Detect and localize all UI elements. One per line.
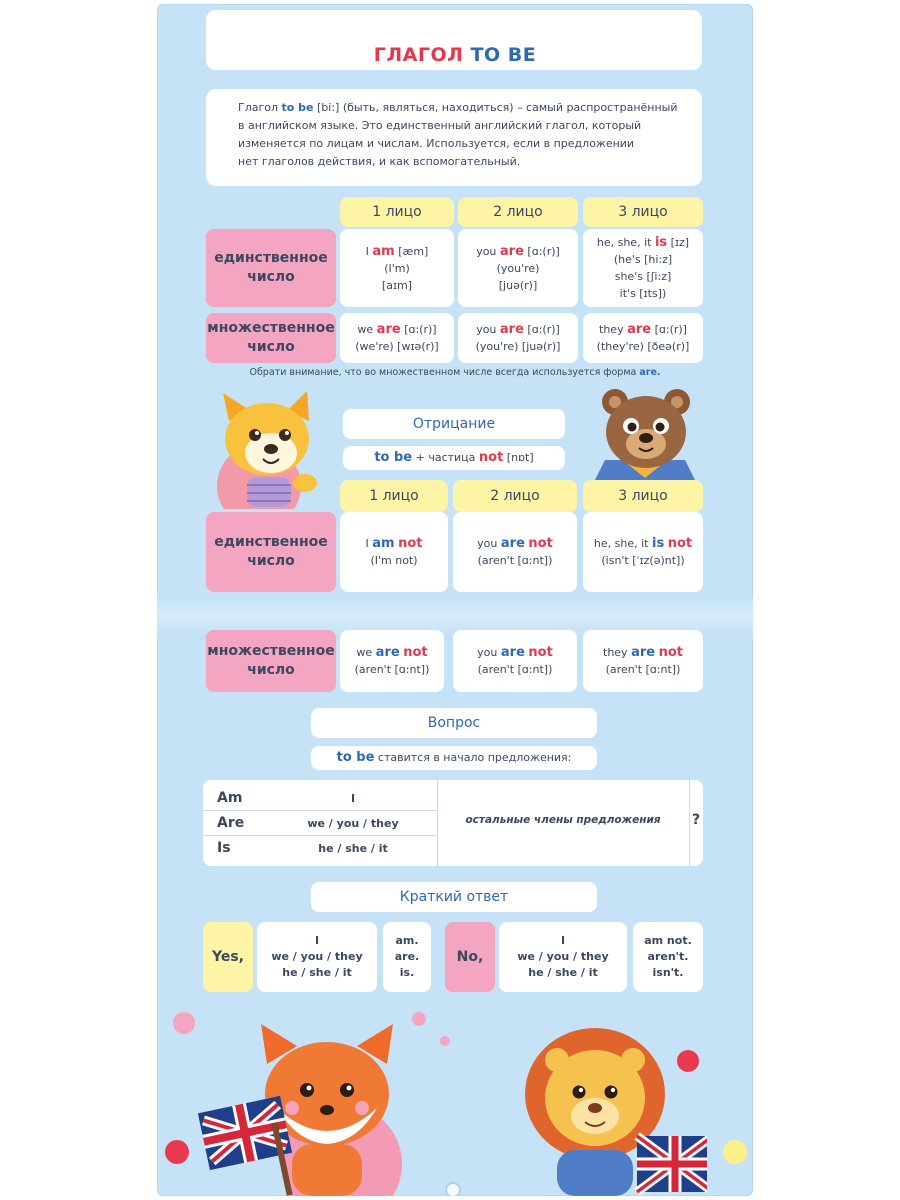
answer-yes: Yes, (203, 922, 253, 992)
decor-dot (723, 1140, 747, 1164)
transcription: [aɪm] (381, 278, 413, 292)
pronoun: we (357, 323, 374, 336)
transcription: [ɑ:(r)] (654, 323, 687, 336)
neg-row-label-singular (206, 512, 336, 592)
page-title (157, 44, 753, 66)
hanging-hole (445, 1182, 461, 1196)
verb-form: is (654, 235, 668, 250)
contraction: (aren't [ɑ:nt]) (605, 663, 681, 676)
question-verb: Am (217, 790, 243, 806)
cell-plural-1 (340, 313, 454, 363)
neg-cell-plural-2 (453, 630, 577, 692)
transcription: [juə(r)] (498, 278, 538, 292)
contraction: (we're) [wɪə(r)] (355, 340, 439, 353)
uk-flag-icon (637, 1136, 707, 1192)
answer-no-pronouns (499, 922, 627, 992)
cell-singular-1 (340, 229, 454, 307)
pronoun: they (599, 323, 624, 336)
plural-note (157, 367, 753, 378)
rule-transcription: [nɒt] (503, 451, 534, 464)
negation-particle: not (398, 536, 423, 551)
neg-header-person-3: 3 лицо (583, 480, 703, 512)
answer-pronoun: I (314, 934, 320, 947)
answer-form: isn't. (652, 966, 684, 979)
intro-panel (206, 89, 702, 186)
transcription: [æm] (398, 244, 429, 258)
section-title-short-answer: Краткий ответ (311, 882, 597, 912)
neg-cell-singular-2 (453, 512, 577, 592)
pronoun: he, she, it (596, 236, 652, 249)
answer-yes-forms (383, 922, 431, 992)
negation-particle: not (528, 536, 553, 551)
verb-form: are (631, 645, 656, 660)
answer-form: aren't. (647, 950, 689, 963)
bear-illustration (585, 382, 705, 492)
contraction: (he's [hi:z] (613, 253, 673, 266)
neg-row-label-plural (206, 630, 336, 692)
question-mark: ? (691, 812, 701, 828)
verb-form: are (375, 645, 400, 660)
row-label-text: единственное (214, 250, 328, 266)
pronoun: you (476, 244, 497, 258)
row-label-text: число (247, 339, 295, 355)
row-label-text: множественное (207, 643, 335, 659)
question-verb: Are (217, 815, 245, 831)
row-label-plural (206, 313, 336, 363)
row-label-text: число (247, 662, 295, 678)
decor-dot (440, 1036, 450, 1046)
rule-keyword: to be (336, 750, 375, 765)
rule-text: + частица (412, 451, 479, 464)
contraction: (aren't [ɑ:nt]) (354, 663, 430, 676)
question-pronoun: he / she / it (318, 842, 388, 855)
note-keyword: are. (639, 367, 661, 378)
answer-pronoun: we / you / they (271, 950, 363, 963)
transcription: [ɑ:(r)] (527, 323, 560, 336)
decor-dot (165, 1140, 189, 1164)
verb-form: are (499, 322, 524, 337)
question-row (203, 836, 437, 860)
cell-plural-3 (583, 313, 703, 363)
fox-illustration (197, 1024, 417, 1196)
title-part-2: TO BE (470, 44, 537, 66)
negation-rule (343, 446, 565, 470)
puppy-illustration (209, 391, 333, 509)
contraction: she's [ʃi:z] (614, 270, 672, 283)
contraction: (aren't [ɑ:nt]) (477, 663, 553, 676)
header-person-2: 2 лицо (458, 197, 578, 227)
verb-form: are (627, 322, 652, 337)
pronoun: you (476, 323, 497, 336)
negation-particle: not (403, 645, 428, 660)
pronoun: you (477, 537, 498, 550)
negation-particle: not (667, 536, 693, 551)
transcription: [ɑ:(r)] (404, 323, 437, 336)
section-title-question: Вопрос (311, 708, 597, 738)
question-verb: Is (217, 840, 231, 856)
answer-no-forms (633, 922, 703, 992)
cell-singular-2 (458, 229, 578, 307)
cell-plural-2 (458, 313, 578, 363)
intro-keyword: to be (281, 101, 314, 114)
pronoun: we (356, 646, 373, 659)
neg-header-person-2: 2 лицо (453, 480, 577, 512)
answer-pronoun: he / she / it (282, 966, 352, 979)
answer-form: am not. (644, 934, 692, 947)
verb-form: are (499, 243, 524, 259)
poster (157, 4, 753, 1196)
negation-particle: not (528, 645, 553, 660)
decor-dot (173, 1012, 195, 1034)
pronoun: I (365, 244, 369, 258)
intro-text-rest: [bi:] (быть, являться, находиться) – самый распространённый (313, 101, 678, 114)
answer-yes-pronouns (257, 922, 377, 992)
verb-form: are (500, 536, 525, 551)
verb-form: are (500, 645, 525, 660)
answer-no: No, (445, 922, 495, 992)
row-label-singular (206, 229, 336, 307)
negation-particle: not (658, 645, 683, 660)
contraction: (I'm not) (370, 554, 418, 567)
answer-form: am. (395, 934, 419, 947)
verb-form: are (376, 322, 401, 337)
contraction: (isn't [ˈɪz(ə)nt]) (601, 554, 685, 567)
section-title-negation: Отрицание (343, 409, 565, 439)
rule-particle: not (478, 450, 504, 465)
answer-form: is. (399, 966, 415, 979)
cell-singular-3 (583, 229, 703, 307)
answer-form: are. (394, 950, 420, 963)
pronoun: you (477, 646, 498, 659)
question-pronoun: I (350, 792, 356, 805)
question-middle-text: остальные члены предложения (465, 814, 661, 826)
verb-form: is (651, 536, 665, 551)
contraction: (they're) [ðeə(r)] (596, 340, 690, 353)
answer-pronoun: I (560, 934, 566, 947)
neg-cell-plural-3 (583, 630, 703, 692)
row-label-text: число (247, 553, 295, 569)
neg-cell-plural-1 (340, 630, 444, 692)
question-rule (311, 746, 597, 770)
contraction: (aren't [ɑ:nt]) (477, 554, 553, 567)
answer-pronoun: he / she / it (528, 966, 598, 979)
transcription: [ɑ:(r)] (527, 244, 560, 258)
verb-form: am (372, 243, 395, 259)
note-text: Обрати внимание, что во множественном числе всегда используется форма (249, 367, 637, 378)
row-label-text: единственное (214, 534, 328, 550)
contraction: (I'm) (384, 261, 410, 275)
rule-keyword: to be (374, 450, 413, 465)
transcription: [ɪz] (670, 236, 690, 249)
intro-line: в английском языке. Это единственный английский глагол, который (238, 119, 642, 132)
question-table (203, 780, 703, 866)
pronoun: I (365, 537, 369, 550)
row-label-text: множественное (207, 320, 335, 336)
intro-line: изменяется по лицам и числам. Используется, если в предложении (238, 137, 635, 150)
pronoun: he, she, it (593, 537, 649, 550)
intro-text-pre: Глагол (238, 101, 282, 114)
title-part-1: ГЛАГОЛ (373, 44, 464, 66)
question-row (203, 811, 437, 836)
question-row (203, 786, 437, 811)
contraction: it's [ɪts]) (619, 287, 667, 300)
neg-header-person-1: 1 лицо (340, 480, 448, 512)
contraction: (you're) (496, 261, 540, 275)
neg-cell-singular-1 (340, 512, 448, 592)
verb-form: am (372, 536, 395, 551)
row-label-text: число (247, 269, 295, 285)
header-person-3: 3 лицо (583, 197, 703, 227)
lion-illustration (487, 1024, 707, 1196)
intro-line: нет глаголов действия, и как вспомогательный. (238, 155, 521, 168)
pronoun: they (603, 646, 628, 659)
rule-text: ставится в начало предложения: (374, 751, 572, 764)
intro-text (238, 99, 678, 171)
neg-cell-singular-3 (583, 512, 703, 592)
header-person-1: 1 лицо (340, 197, 454, 227)
contraction: (you're) [juə(r)] (475, 340, 561, 353)
answer-pronoun: we / you / they (517, 950, 609, 963)
question-pronoun: we / you / they (307, 817, 399, 830)
